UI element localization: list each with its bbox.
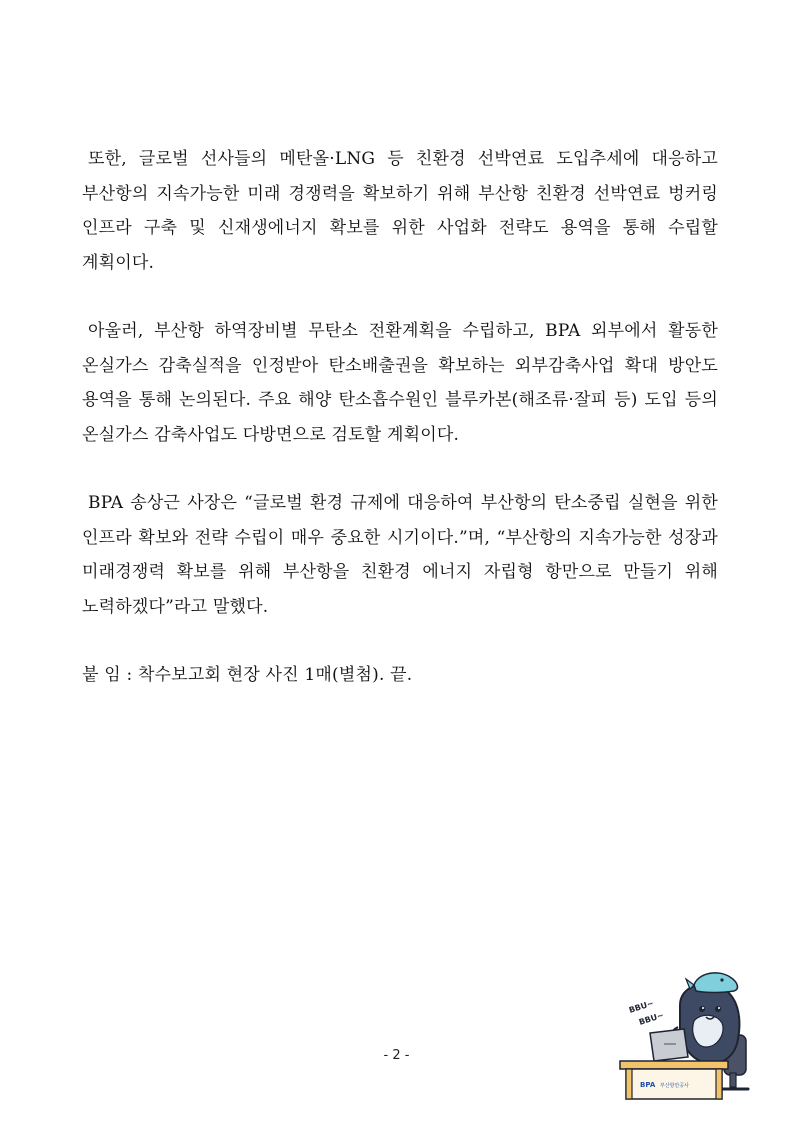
document-body [82,142,718,692]
page-number: - 2 - [383,1048,410,1063]
laptop-icon [650,1029,688,1061]
attachment-note: 붙 임 : 착수보고회 현장 사진 1매(별첨). 끝. [82,665,413,685]
desk-icon [620,1061,728,1099]
desk-logo-sub: 부산항만공사 [660,1083,689,1089]
paragraph-carbon-reduction: 아울러, 부산항 하역장비별 무탄소 전환계획을 수립하고, BPA 외부에서 활동한 온실가스 감축실적을 인정받아 탄소배출권을 확보하는 외부감축사업 확대 방안도 용역을 통해 논의된다. 주요 해양 탄소흡수원인 블루카본(해조류·잘피 등) 도입 등의 온실가스 감축사업도 다방면으로 검토할 계획이다. [82,321,718,445]
sound-text-1: BBU~ [627,998,655,1015]
paragraph-ceo-quote: BPA 송상근 사장은 “글로벌 환경 규제에 대응하여 부산항의 탄소중립 실현을 위한 인프라 확보와 전략 수립이 매우 중요한 시기이다.”며, “부산항의 지속가능한 성장과 미래경쟁력 확보를 위해 부산항을 친환경 에너지 자립형 항만으로 만들기 위해 노력하겠다”라고 말했다. [82,493,718,617]
sound-text-2: BBU~ [637,1010,665,1027]
mascot-illustration [618,965,764,1101]
desk-logo: BPA [640,1081,656,1089]
paragraph-eco-fuel: 또한, 글로벌 선사들의 메탄올·LNG 등 친환경 선박연료 도입추세에 대응하고 부산항의 지속가능한 미래 경쟁력을 확보하기 위해 부산항 친환경 선박연료 벙커링 인프라 구축 및 신재생에너지 확보를 위한 사업화 전략도 용역을 통해 수립할 계획이다. [82,149,718,273]
